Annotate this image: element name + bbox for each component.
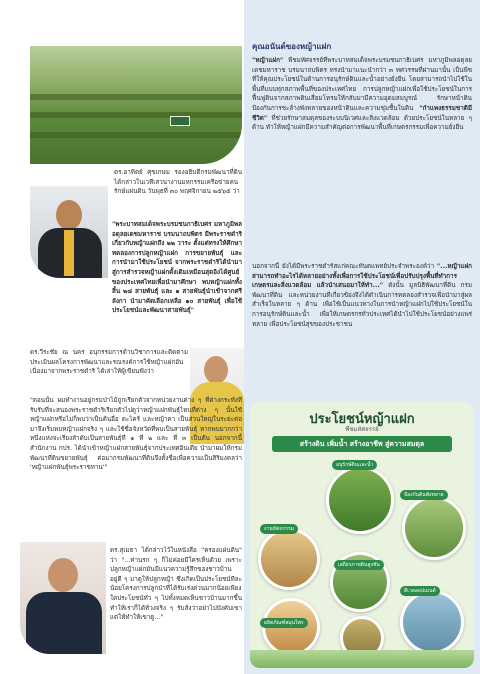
vetiver-field-photo — [30, 46, 242, 164]
bubble-soil — [326, 466, 394, 534]
field-sign — [170, 116, 190, 126]
bubble-dev — [400, 590, 464, 654]
tag-1: ป้องกันดินพังทลาย — [400, 490, 448, 500]
tag-2: งานหัตถกรรม — [260, 524, 298, 534]
section-title: คุณอนันต์ของหญ้าแฝก — [252, 42, 332, 51]
tag-3: เสถียรภาพดินสูงชัน — [334, 560, 384, 570]
right-para-2-tail: ดังนั้น มูลนิธิพัฒนาที่ดิน กรมพัฒนาที่ดิน และหน่วยงานที่เกี่ยวข้องจึงได้ดำเนินการทดลองสำรวจเพื่อนำมาสู่ผลสำเร็จในหลาย ๆ ด้าน เพื่อใช้เป็นแนวทางในการนำหญ้าแฝกไปใช้ประโยชน์ในการอนุรักษ์ดินและน้ำ เพื่อให้เกษตรกรทั่วประเทศได้นำไปใช้ประโยชน์อย่างแพร่หลาย เพื่อประโยชน์สุขของประชาชน — [252, 282, 472, 328]
left-para-2: ดร.วีระชัย ณ นคร อนุกรรมการด้านวิชาการและติดตามประเมินผลโครงการพัฒนาและรณรงค์การใช้หญ้าแฝกอันเนื่องมาจากพระราชดำริ ได้เล่าให้ผู้เขียนฟังว่า — [30, 349, 188, 376]
right-para-1-bold: "กำแพงธรรมชาติมีชีวิต" — [252, 104, 472, 122]
infographic-title: ประโยชน์หญ้าแฝก — [309, 412, 415, 427]
left-para-1: ดร.อาทิตย์ ศุขเกษม รองอธิบดีกรมพัฒนาที่ดิน ได้กล่าวในเวทีเสวนางานมหกรรมเครือข่ายคนรักษ์แผ่นดิน วันพุธที่ ๓๐ พฤศจิกายน ๒๕๖๕ ว่า — [114, 169, 242, 196]
left-quote-1: "พระบาทสมเด็จพระบรมชนกาธิเบศร มหาภูมิพลอดุลยเดชมหาราช บรมนาถบพิตร มีพระราชดำริเกี่ยวกับหญ้าแฝกถึง ๒๒ วาระ ตั้งแต่ทรงให้ศึกษาทดลองการปลูกหญ้าแฝก การขยายพันธุ์ และการนำมาใช้ประโยชน์ จากพระราชดำริได้นำมาสู่การสำรวจหญ้าแฝกดั้งเดิมเหมือนสุดอิงได้ศูนย์ของประเทศไทยเพื่อนำมาศึกษา พบหญ้าแฝกทั้งสิ้น ๒๘ สายพันธุ์ และ ๑ สายพันธุ์นำเข้าจากศรีลังกา นำมาคัดเลือกเหลือ ๑๐ สายพันธุ์ เพื่อใช้ประโยชน์และพัฒนาสายพันธุ์" — [112, 221, 242, 314]
right-para-2 — [252, 262, 472, 398]
right-para-2-body: นอกจากนี้ ยังได้มีพระราชดำรัสแก่คณะทันตแพทย์ประจำพระองค์ว่า — [252, 263, 435, 270]
right-para-1-body: พืชมหัศจรรย์ที่พระบาทสมเด็จพระบรมชนกาธิเบศร มหาภูมิพลอดุลยเดชมหาราช บรมนาถบพิตร ทรงนำมาแนะนำกว่า ๓ ทศวรรษที่ผ่านมานั้น เป็นพืชที่ให้คุณประโยชน์ในด้านการอนุรักษ์ดินและน้ำอย่างยั่งยืน โดยสามารถนำไปใช้ในพื้นที่แบบทุกสภาพพื้นที่ของประเทศไทย การปลูกหญ้าแฝกเพื่อใช้ประโยชน์ในการฟื้นฟูดินจากสภาพดินเสื่อมโทรมให้กลับมามีความอุดมสมบูรณ์ รักษาหน้าดินป้องกันการชะล้างพังทลายของหน้าดินและความชุ่มชื้นในดิน — [252, 57, 472, 112]
benefits-infographic — [250, 402, 474, 668]
right-para-2-bold: "...หญ้าแฝกสามารถทำอะไรได้หลายอย่างทั้งเพื่อการใช้ประโยชน์เพื่อปรับปรุงพื้นที่ทำการเกษตรและสิ่งแวดล้อม แล้วนำเสนอมาให้ทำ..." — [252, 263, 472, 290]
left-para-3: ดร.สุเมธา ได้กล่าวไว้ในหนังสือ "ครองแผ่นดิน" ว่า "...ท่านรก ๆ ก็ไม่ค่อยมีใครเห็นด้วย เพราะปลูกหญ้าแฝกมันมีแนวความรู้สึกของชาวบ้านอยู่ดี ๆ มาดูให้ปลูกหญ้า ซึ่งเกิดเป็นประโยชน์ทีละน้อยโครงการปลูกป่าที่ได้รับเร่งด่วนมากน้อยเพียงใดประโยชน์ทั่ว ๆ ไปทั้งหมดเห็นชาวบ้านมากขึ้นทำให้เราก็ได้ท้วงจริง ๆ รับสั่งว่าอย่าไปบังคับเขา แต่ให้ทำให้เขาดู..." — [110, 547, 242, 622]
right-para-1-tail: ที่ช่วยรักษาสมดุลของระบบนิเวศและสิ่งแวดล้อม ด้วยประโยชน์ในหลาย ๆ ด้าน ทำให้หญ้าแฝกมีความสำคัญต่อการพัฒนาพื้นที่เกษตรกรรมเพื่อความยั่งยืน — [252, 114, 472, 132]
infographic-banner: สร้างดิน เพิ่มน้ำ สร้างอาชีพ สู่ความสมดุล — [272, 436, 452, 452]
left-quote-2: "ตอนนั้น ผมทำงานอยู่กรมป่าไม้ถูกเรียกตัวจากหน่วยงานต่าง ๆ ที่ต่างกระทั่งที่รับรับที่จะสนองพระราชดำริเรียกตัวไปดูว่าหญ้าแฝกพันธุ์ไหนที่ต่าง ๆ นั้นใช้หญ้าแฝกหรือไม่ก็พบว่าเป็นต้นอื่อ ตะไคร้ และหญ้าคา เป็นส่วนใหญ่ในระยะต่อมาจึงเริ่มพบหญ้าแฝกจริง ๆ และใช้ชื่อจังหวัดที่พบเป็นสายพันธุ์ หากพบมากกว่าหนึ่งแห่งจะเรียงลำดับเป็นสายพันธุ์ที่ ๑ ที่ ๒ และ ที่ ๓ เป็นต้น นอกจากนี้สำนักงาน กปร. ได้นำเข้าหญ้าแฝกสายพันธุ์จากประเทศอินเดีย นำมาผมให้กรมพัฒนาที่ดินขยายพันธุ์ ต่อมากรมพัฒนาที่ดินจึงตั้งชื่อเพื่อความเป็นสิริมงคลว่า 'หญ้าแฝกพันธุ์พระราชทาน'" — [30, 397, 242, 472]
person-photo-3 — [20, 542, 106, 654]
right-para-1 — [252, 56, 472, 256]
tag-4: ผลิตภัณฑ์สมุนไพร — [260, 618, 308, 628]
tag-0: อนุรักษ์ดินและน้ำ — [332, 460, 377, 470]
bubble-crafts — [258, 528, 320, 590]
tag-5: ดีเวลลอปเมนต์ — [400, 586, 440, 596]
bubble-erosion — [402, 496, 466, 560]
infographic-subtitle: พืชมหัศจรรย์ — [345, 426, 379, 433]
right-para-1-lead: "หญ้าแฝก" — [252, 57, 284, 64]
grass-decoration — [250, 650, 474, 668]
